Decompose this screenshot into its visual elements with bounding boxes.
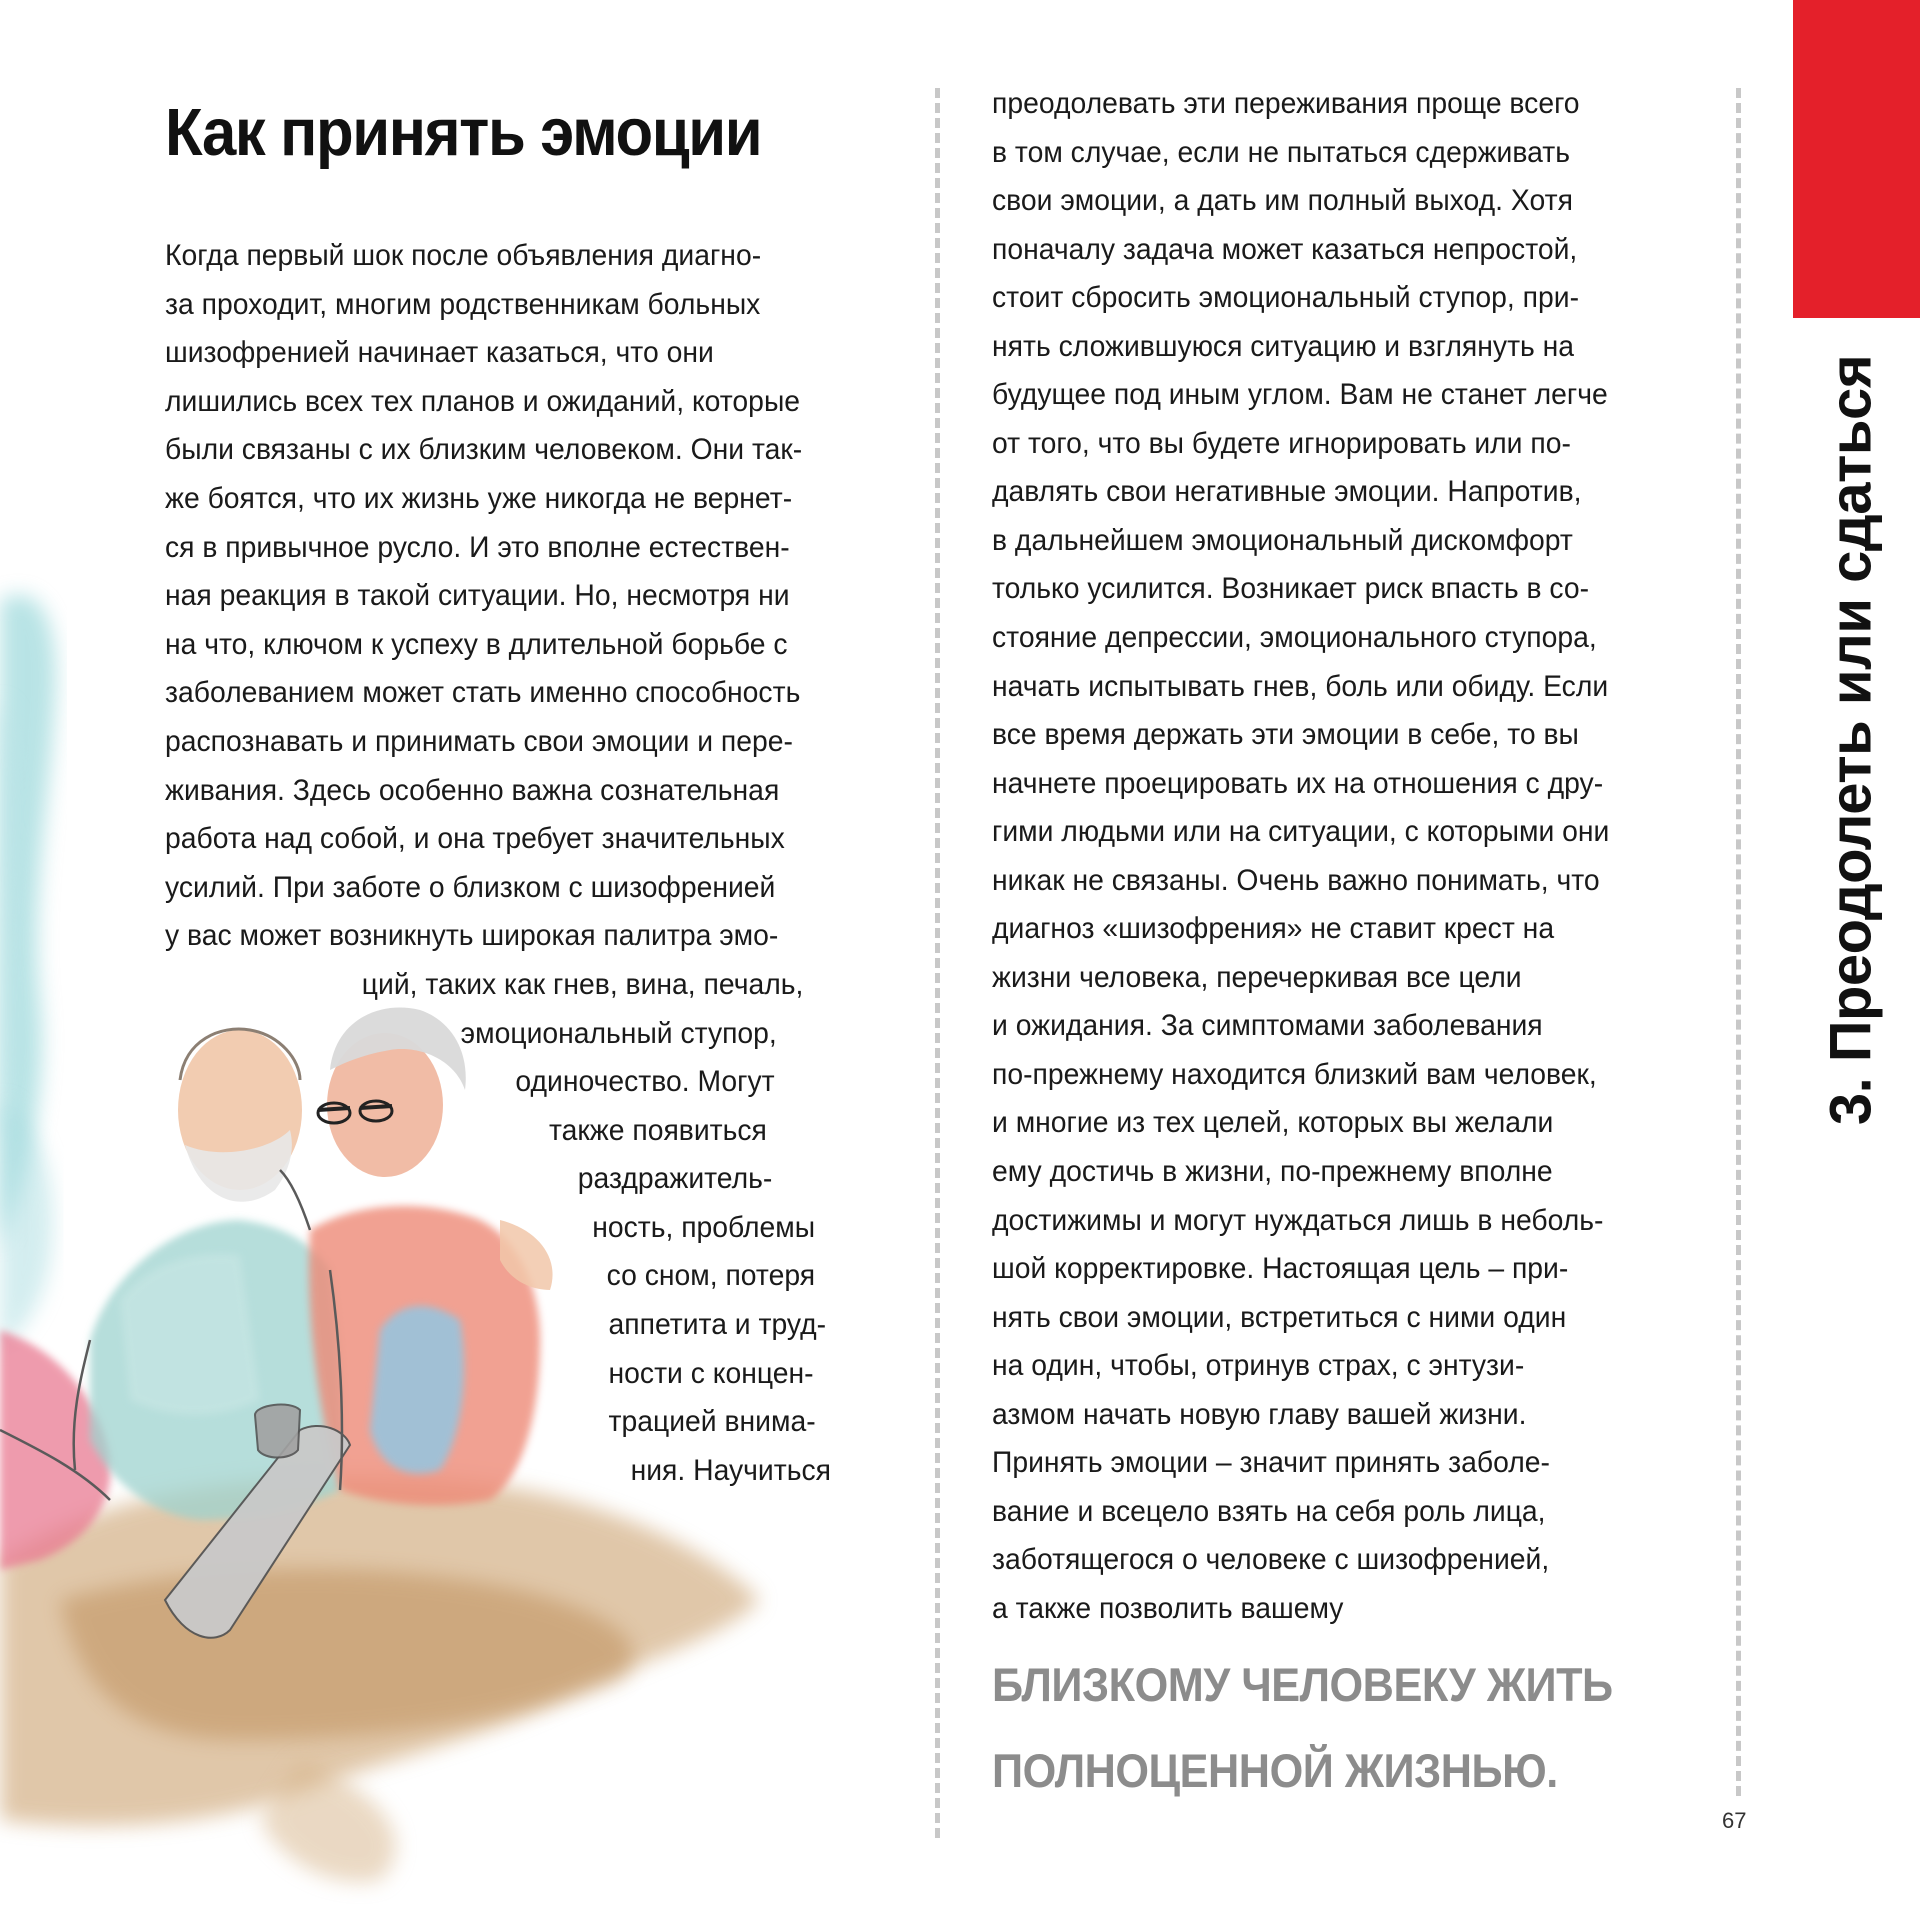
- text-line: и многие из тех целей, которых вы желали: [992, 1106, 1554, 1140]
- text-line: аппетита и труд-: [608, 1308, 827, 1342]
- text-line: трацией внима-: [608, 1405, 816, 1439]
- text-line: нять свои эмоции, встретиться с ними один: [992, 1300, 1567, 1334]
- right-column-text: [992, 80, 1712, 1634]
- text-line: стояние депрессии, эмоционального ступора,: [992, 621, 1597, 655]
- text-line: ций, таких как гнев, вина, печаль,: [361, 967, 804, 1001]
- text-line: одиночество. Могут: [515, 1065, 775, 1099]
- text-line: в том случае, если не пытаться сдерживать: [992, 135, 1570, 169]
- text-line: же боятся, что их жизнь уже никогда не вернет-: [165, 481, 793, 515]
- page-number: 67: [1722, 1808, 1747, 1833]
- text-line: гими людьми или на ситуации, с которыми они: [992, 815, 1610, 849]
- text-line: Когда первый шок после объявления диагно-: [165, 239, 762, 272]
- text-line: работа над собой, и она требует значительных: [165, 822, 785, 856]
- text-line: вание и всецело взять на себя роль лица,: [992, 1494, 1546, 1528]
- text-line: азмом начать новую главу вашей жизни.: [992, 1397, 1527, 1431]
- text-line: раздражитель-: [577, 1162, 773, 1196]
- text-line: начнете проецировать их на отношения с дру-: [992, 766, 1604, 800]
- text-line: эмоциональный ступор,: [460, 1016, 777, 1050]
- emphasis-line: ПОЛНОЦЕННОЙ ЖИЗНЬЮ.: [992, 1744, 1558, 1797]
- text-line: усилий. При заботе о близком с шизофренией: [165, 870, 776, 904]
- emphasis-text: [992, 1642, 1712, 1814]
- text-line: жизни человека, перечеркивая все цели: [992, 960, 1522, 994]
- page-title: Как принять эмоции: [165, 95, 762, 170]
- text-line: стоит сбросить эмоциональный ступор, при-: [992, 281, 1580, 315]
- text-line: свои эмоции, а дать им полный выход. Хотя: [992, 184, 1573, 218]
- text-line: были связаны с их близким человеком. Они так-: [165, 433, 803, 467]
- emphasis-line: БЛИЗКОМУ ЧЕЛОВЕКУ ЖИТЬ: [992, 1658, 1613, 1711]
- text-line: только усилится. Возникает риск впасть в со-: [992, 572, 1590, 606]
- text-line: по-прежнему находится близкий вам человек,: [992, 1057, 1597, 1091]
- text-line: шизофренией начинает казаться, что они: [165, 336, 714, 370]
- text-line: нять сложившуюся ситуацию и взглянуть на: [992, 329, 1575, 363]
- text-line: от того, что вы будете игнорировать или по-: [992, 426, 1571, 460]
- text-line: на один, чтобы, отринув страх, с энтузи-: [992, 1349, 1525, 1383]
- text-line: и ожидания. За симптомами заболевания: [992, 1009, 1543, 1043]
- text-line: диагноз «шизофрения» не ставит крест на: [992, 912, 1555, 946]
- text-line: начать испытывать гнев, боль или обиду. Если: [992, 669, 1609, 703]
- text-line: ность, проблемы: [592, 1210, 816, 1244]
- text-line: давлять свои негативные эмоции. Напротив,: [992, 475, 1582, 509]
- column-divider: [935, 88, 940, 1838]
- text-line: также появиться: [549, 1113, 767, 1147]
- text-line: лишились всех тех планов и ожиданий, которые: [165, 384, 801, 418]
- text-line: преодолевать эти переживания проще всего: [992, 87, 1580, 120]
- text-line: поначалу задача может казаться непростой,: [992, 232, 1578, 266]
- text-line: Принять эмоции – значит принять заболе-: [992, 1446, 1550, 1480]
- margin-divider: [1736, 88, 1741, 1796]
- text-line: заболеванием может стать именно способность: [165, 676, 801, 710]
- text-line: у вас может возникнуть широкая палитра эмо-: [165, 919, 779, 953]
- text-line: в дальнейшем эмоциональный дискомфорт: [992, 523, 1573, 557]
- text-line: все время держать эти эмоции в себе, то вы: [992, 718, 1579, 752]
- text-line: ная реакция в такой ситуации. Но, несмотря ни: [165, 579, 790, 613]
- text-line: живания. Здесь особенно важна сознательная: [165, 773, 780, 807]
- text-line: ся в привычное русло. И это вполне естествен-: [165, 530, 790, 564]
- chapter-label: 3. Преодолеть или сдаться: [1818, 354, 1884, 1126]
- text-line: распознавать и принимать свои эмоции и пере-: [165, 724, 793, 758]
- chapter-tab: [1793, 0, 1920, 318]
- text-line: а также позволить вашему: [992, 1591, 1344, 1625]
- text-line: ния. Научиться: [630, 1453, 831, 1487]
- text-line: никак не связаны. Очень важно понимать, что: [992, 863, 1600, 897]
- text-line: за проходит, многим родственникам больных: [165, 287, 761, 321]
- text-line: шой корректировке. Настоящая цель – при-: [992, 1252, 1569, 1286]
- text-line: со сном, потеря: [606, 1259, 816, 1293]
- text-line: заботящегося о человеке с шизофренией,: [992, 1543, 1550, 1577]
- text-line: ему достичь в жизни, по-прежнему вполне: [992, 1155, 1553, 1189]
- text-line: на что, ключом к успеху в длительной борьбе с: [165, 627, 788, 661]
- text-line: ности с концен-: [608, 1356, 814, 1390]
- text-line: будущее под иным углом. Вам не станет легче: [992, 378, 1608, 412]
- left-column-text: [165, 232, 885, 1495]
- text-line: достижимы и могут нуждаться лишь в неболь-: [992, 1203, 1604, 1237]
